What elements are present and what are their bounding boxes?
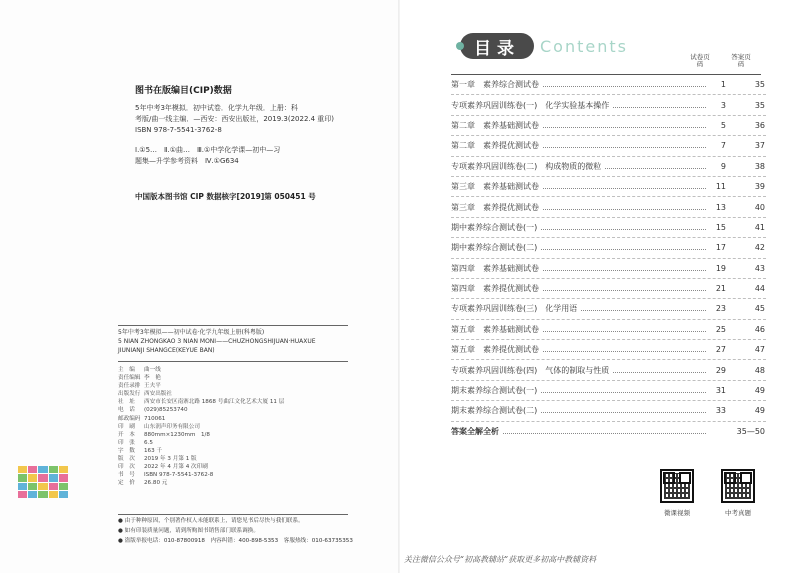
color-swatch	[28, 491, 37, 498]
pub-info-key: 版 次	[118, 456, 135, 463]
toc-exam-page: 17	[715, 243, 726, 253]
cip-line: ISBN 978-7-5541-3762-8	[135, 126, 222, 134]
dot-leader	[613, 107, 706, 108]
pub-title-line: 5 NIAN ZHONGKAO 3 NIAN MONI——CHUZHONGSHIJUAN·HUAXUE	[118, 338, 316, 345]
contents-heading	[460, 33, 628, 59]
toc-entry-title	[451, 79, 539, 90]
toc-exam-page: 21	[715, 284, 726, 294]
pub-info-value: 西安出版社	[144, 391, 172, 398]
toc-exam-page: 11	[715, 182, 726, 192]
toc-answer-page: 42	[754, 243, 765, 253]
pub-info-value: 曲一线	[144, 367, 161, 373]
pub-info-row	[118, 431, 358, 439]
dot-leader	[541, 249, 706, 250]
cip-subject-line: Ⅰ.①5… Ⅱ.①曲… Ⅲ.①中学化学课—初中—习	[135, 146, 281, 154]
qr-label: 微课视频	[664, 509, 690, 517]
pub-info-row	[118, 439, 358, 447]
dot-leader	[543, 147, 706, 148]
color-swatch	[49, 491, 58, 498]
toc-entry[interactable]	[451, 238, 766, 258]
toc-exam-page: 13	[715, 202, 726, 212]
pub-info-key: 责任录排	[118, 383, 141, 390]
toc-answer-page: 43	[754, 263, 765, 273]
toc-answer-page: 40	[754, 202, 765, 212]
toc-answer-page: 47	[754, 345, 765, 355]
dot-leader	[543, 209, 706, 210]
toc-entry[interactable]	[451, 116, 766, 136]
divider	[118, 361, 348, 362]
toc-entry[interactable]	[451, 197, 766, 217]
color-swatch	[49, 466, 58, 473]
toc-exam-page: 3	[720, 100, 726, 110]
pub-info-value: 李 艳	[144, 375, 161, 382]
dot-leader	[543, 270, 706, 271]
toc-entry-title	[451, 140, 539, 151]
dot-leader	[543, 351, 706, 352]
toc-entry-main: 第三章 素养提优测试卷	[451, 202, 539, 212]
color-swatch	[38, 483, 47, 490]
toc-entry-main: 第三章 素养基础测试卷	[451, 182, 539, 192]
pub-info-row	[118, 463, 358, 471]
dot-leader	[581, 310, 706, 311]
toc-entry-title: 答案全解全析	[451, 427, 499, 437]
dot-leader	[605, 168, 706, 169]
toc-entry-title	[451, 365, 609, 376]
toc-answer-page-range: 35—50	[736, 427, 765, 437]
toc-entry-main: 第五章 素养基础测试卷	[451, 324, 539, 334]
color-swatch	[18, 474, 27, 481]
dot-leader	[541, 392, 706, 393]
cip-line: 5年中考3年模拟．初中试卷．化学九年级．上册：科	[135, 104, 298, 112]
publication-title	[118, 328, 388, 355]
toc-entry-title	[451, 161, 601, 172]
dot-leader	[543, 290, 706, 291]
toc-answer-page: 41	[754, 222, 765, 232]
table-of-contents	[451, 75, 766, 442]
color-swatch	[18, 466, 27, 473]
toc-entry-main: 第一章 素养综合测试卷	[451, 80, 539, 90]
toc-entry[interactable]	[451, 340, 766, 360]
pub-note: ● 盗版举报电话：010-87800918 内容纠错：400-898-5353 客服热线：010-63735353	[118, 538, 353, 544]
contents-title: 目录	[460, 33, 534, 59]
dot-leader	[503, 433, 706, 434]
toc-exam-page: 9	[720, 161, 726, 171]
toc-entry-title	[451, 120, 539, 131]
pub-info-row	[118, 382, 358, 390]
dot-leader	[543, 188, 706, 189]
toc-exam-page: 27	[715, 345, 726, 355]
toc-entry-subtitle: 气体的制取与性质	[545, 365, 610, 375]
pub-info-value: 880mm×1230mm 1/8	[144, 431, 210, 438]
color-registration-mark	[18, 466, 68, 498]
qr-label: 中考真题	[725, 509, 751, 517]
color-swatch	[59, 483, 68, 490]
toc-entry-main: 期末素养综合测试卷(一)	[451, 386, 538, 396]
publication-info	[118, 366, 358, 487]
toc-answer-page: 44	[754, 284, 765, 294]
toc-answer-page: 36	[754, 120, 765, 130]
toc-entry-main: 第二章 素养提优测试卷	[451, 141, 539, 151]
toc-entry[interactable]	[451, 177, 766, 197]
pub-info-key: 开 本	[118, 431, 135, 438]
color-swatch	[38, 466, 47, 473]
toc-entry[interactable]	[451, 157, 766, 177]
pub-note: ● 如有印装质量问题，请到所购图书销售部门联系调换。	[118, 528, 259, 534]
pub-info-key: 定 价	[118, 480, 135, 487]
toc-entry-title	[451, 324, 539, 335]
dot-leader	[543, 86, 706, 87]
publication-notes	[118, 516, 353, 546]
pub-info-value: 2019 年 3 月第 1 版	[144, 456, 197, 463]
pub-info-value: 26.80 元	[144, 480, 168, 487]
pub-title-line: JIUNIANJI SHANGCE(KEYUE BAN)	[118, 347, 215, 354]
pub-info-row	[118, 374, 358, 382]
pub-info-value: 710061	[144, 415, 166, 422]
pub-info-key: 字 数	[118, 447, 135, 454]
color-swatch	[18, 483, 27, 490]
pub-info-row	[118, 415, 358, 423]
toc-entry[interactable]	[451, 401, 766, 421]
toc-exam-page: 19	[715, 263, 726, 273]
toc-answer-page: 37	[754, 141, 765, 151]
column-header-exam-page: 试卷页码	[690, 53, 710, 68]
pub-info-row	[118, 366, 358, 374]
color-swatch	[59, 491, 68, 498]
qr-code-icon[interactable]	[721, 469, 755, 503]
toc-entry-subtitle: 化学实验基本操作	[545, 100, 610, 110]
toc-answer-page: 45	[754, 304, 765, 314]
cip-line: 考版/曲一线主编．—西安：西安出版社，2019.3(2022.4 重印)	[135, 115, 335, 123]
toc-entry-main: 期中素养综合测试卷(二)	[451, 243, 538, 253]
toc-answer-page: 35	[754, 100, 765, 110]
toc-entry-main: 专项素养巩固训练卷(二)	[451, 161, 538, 171]
toc-exam-page: 29	[715, 365, 726, 375]
toc-entry[interactable]	[451, 218, 766, 238]
toc-entry-title	[451, 263, 539, 274]
toc-entry-subtitle: 化学用语	[545, 304, 578, 314]
pub-note: ● 由于种种原因，个别著作权人未能联系上，请您见书后尽快与我们联系。	[118, 518, 304, 524]
pub-info-row	[118, 406, 358, 414]
toc-entry-title	[451, 222, 537, 233]
toc-entry[interactable]	[451, 75, 766, 95]
cip-subject-line: 题集—升学参考资料 Ⅳ.①G634	[135, 157, 239, 165]
toc-exam-page: 15	[715, 222, 726, 232]
pub-info-value: 163 千	[144, 447, 163, 454]
toc-entry-main: 期末素养综合测试卷(二)	[451, 406, 538, 416]
pub-info-key: 电 话	[118, 407, 135, 414]
divider	[118, 325, 348, 326]
pub-info-row	[118, 479, 358, 487]
pub-info-value: 6.5	[144, 439, 153, 446]
color-swatch	[28, 474, 37, 481]
toc-entry-main: 第四章 素养提优测试卷	[451, 284, 539, 294]
toc-exam-page: 1	[720, 80, 726, 90]
pub-info-value: 西安市长安区南寨北路 1868 号曲江文化艺术大厦 11 层	[144, 399, 285, 406]
pub-info-key: 印 张	[118, 439, 135, 446]
pub-info-row	[118, 390, 358, 398]
toc-entry[interactable]	[451, 381, 766, 401]
color-swatch	[59, 474, 68, 481]
pub-info-row	[118, 423, 358, 431]
pub-info-key: 责任编辑	[118, 375, 141, 382]
color-swatch	[28, 483, 37, 490]
toc-entry-main: 第四章 素养基础测试卷	[451, 263, 539, 273]
column-header-answer-page: 答案页码	[731, 53, 751, 68]
toc-entry-main: 专项素养巩固训练卷(三)	[451, 304, 538, 314]
toc-entry-title	[451, 283, 539, 294]
toc-exam-page: 7	[720, 141, 726, 151]
dot-leader	[541, 229, 706, 230]
dot-leader	[613, 372, 706, 373]
toc-entry-title	[451, 385, 537, 396]
toc-answer-page: 39	[754, 182, 765, 192]
toc-exam-page: 5	[720, 120, 726, 130]
toc-entry-title	[451, 303, 577, 314]
toc-entry[interactable]	[451, 95, 766, 115]
toc-entry-title	[451, 202, 539, 213]
toc-entry-title	[451, 181, 539, 192]
toc-exam-page: 23	[715, 304, 726, 314]
cip-record	[135, 103, 375, 167]
toc-entry[interactable]	[451, 299, 766, 319]
footer-watermark-text: 关注微信公众号“初高教辅站”获取更多初高中教辅资料	[403, 555, 597, 564]
toc-entry-main: 第五章 素养提优测试卷	[451, 345, 539, 355]
pub-info-key: 出版发行	[118, 391, 141, 398]
color-swatch	[28, 466, 37, 473]
pub-info-value: (029)85253740	[144, 407, 188, 414]
cip-note: 中国版本图书馆 CIP 数据核字[2019]第 050451 号	[135, 192, 316, 201]
color-swatch	[18, 491, 27, 498]
pub-info-value: 2022 年 4 月第 4 次印刷	[144, 464, 208, 471]
toc-entry-main: 期中素养综合测试卷(一)	[451, 222, 538, 232]
toc-answer-page: 46	[754, 324, 765, 334]
toc-entry[interactable]	[451, 136, 766, 156]
toc-answer-page: 48	[754, 365, 765, 375]
pub-info-key: 邮政编码	[118, 415, 141, 422]
toc-answer-page: 49	[754, 386, 765, 396]
pub-info-value: 王夫平	[144, 383, 161, 390]
contents-title-en: Contents	[540, 36, 628, 56]
toc-entry-title	[451, 344, 539, 355]
pub-info-key: 社 址	[118, 399, 135, 406]
pub-info-key: 书 号	[118, 472, 135, 479]
toc-entry-main: 第二章 素养基础测试卷	[451, 120, 539, 130]
toc-entry[interactable]	[451, 320, 766, 340]
pub-info-value: 山东润声印务有限公司	[144, 423, 200, 430]
toc-entry-title	[451, 405, 537, 416]
toc-exam-page: 31	[715, 386, 726, 396]
pub-info-key: 主 编	[118, 367, 135, 373]
pub-info-value: ISBN 978-7-5541-3762-8	[144, 472, 214, 479]
toc-entry-title	[451, 242, 537, 253]
dot-leader	[541, 412, 706, 413]
color-swatch	[49, 483, 58, 490]
toc-entry-main: 专项素养巩固训练卷(四)	[451, 365, 538, 375]
pub-info-key: 印 刷	[118, 423, 135, 430]
pub-info-key: 印 次	[118, 464, 135, 471]
divider	[118, 514, 348, 515]
pub-info-row	[118, 471, 358, 479]
toc-answer-page: 38	[754, 161, 765, 171]
pub-info-row	[118, 447, 358, 455]
pub-info-row	[118, 455, 358, 463]
color-swatch	[49, 474, 58, 481]
toc-exam-page: 33	[715, 406, 726, 416]
toc-exam-page: 25	[715, 324, 726, 334]
right-page	[400, 0, 800, 573]
toc-entry-subtitle: 构成物质的微粒	[545, 161, 602, 171]
toc-entry[interactable]	[451, 279, 766, 299]
toc-answer-page: 49	[754, 406, 765, 416]
toc-entry[interactable]	[451, 259, 766, 279]
qr-code-icon[interactable]	[660, 469, 694, 503]
dot-leader	[543, 331, 706, 332]
toc-entry-main: 专项素养巩固训练卷(一)	[451, 100, 538, 110]
cip-title: 图书在版编目(CIP)数据	[135, 86, 232, 96]
dot-leader	[543, 127, 706, 128]
pub-info-row	[118, 398, 358, 406]
toc-entry-title	[451, 100, 609, 111]
color-swatch	[38, 474, 47, 481]
pub-title-line: 5年中考3年模拟——初中试卷·化学九年级上册(科粤版)	[118, 329, 265, 336]
color-swatch	[38, 491, 47, 498]
color-swatch	[59, 466, 68, 473]
toc-answer-page: 35	[754, 80, 765, 90]
toc-entry[interactable]	[451, 360, 766, 380]
toc-entry-answers[interactable]	[451, 422, 766, 442]
